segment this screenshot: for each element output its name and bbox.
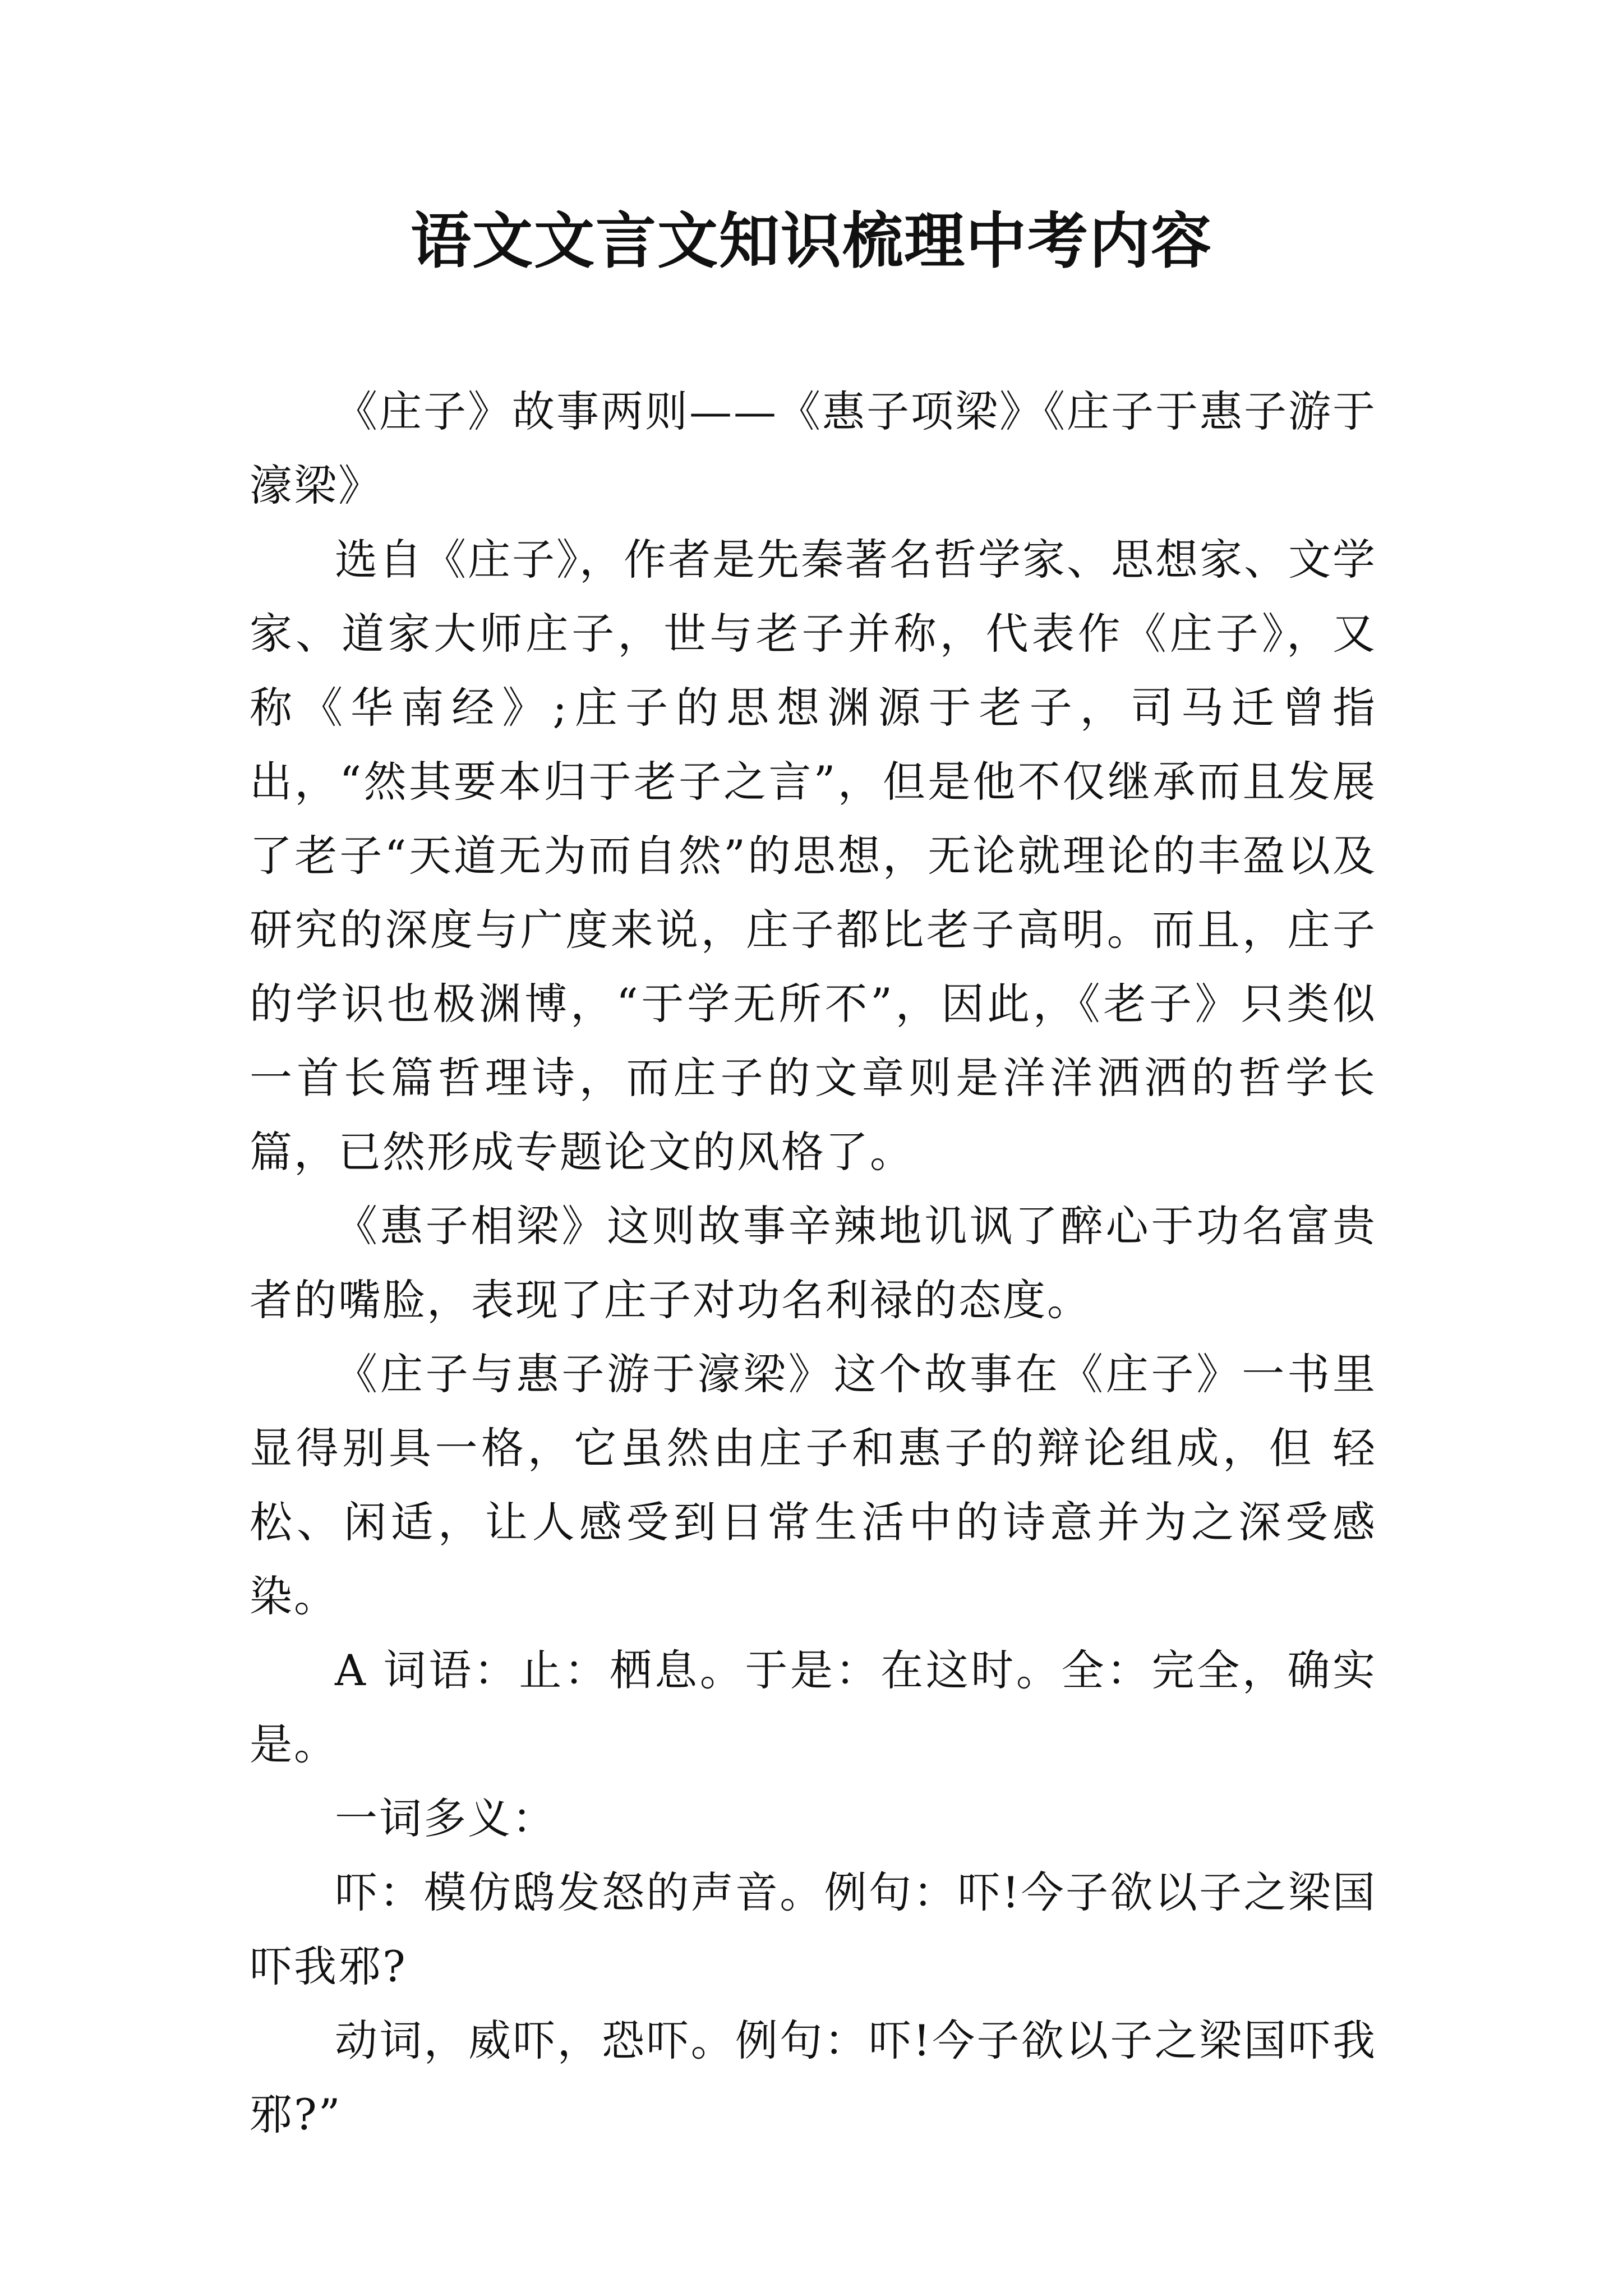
paragraph-heading: 《庄子》故事两则——《惠子项梁》《庄子于惠子游于濠梁》 — [250, 386, 1377, 510]
paragraph-vocabulary: A 词语：止：栖息。于是：在这时。全：完全，确实是。 — [250, 1645, 1377, 1769]
paragraph-haoliang: 《庄子与惠子游于濠梁》这个故事在《庄子》一书里显得别具一格，它虽然由庄子和惠子的辩论组成，但 轻松、闲适，让人感受到日常生活中的诗意并为之深受感染。 — [250, 1349, 1377, 1621]
paragraph-huizi-xiangliang: 《惠子相梁》这则故事辛辣地讥讽了醉心于功名富贵者的嘴脸，表现了庄子对功名利禄的态度。 — [250, 1201, 1377, 1325]
document-body — [250, 375, 1377, 2152]
page-title: 语文文言文知识梳理中考内容 — [410, 206, 1212, 277]
paragraph-polysemy-sense-2: 动词，威吓，恐吓。例句：吓!今子欲以子之梁国吓我邪?” — [250, 2016, 1377, 2139]
paragraph-polysemy-sense-1: 吓：模仿鸱发怒的声音。例句：吓!今子欲以子之梁国吓我邪? — [250, 1867, 1377, 1991]
paragraph-polysemy-heading: 一词多义： — [335, 1793, 556, 1843]
paragraph-author-intro: 选自《庄子》，作者是先秦著名哲学家、思想家、文学家、道家大师庄子，世与老子并称，代表作《庄子》，又称《华南经》;庄子的思想渊源于老子，司马迁曾指出，“然其要本归于老子之言”，但是他不仅继承而且发展了老子“天道无为而自然”的思想，无论就理论的丰盈以及研究的深度与广度来说，庄子都比老子高明。而且，庄子的学识也极渊博，“于学无所不”，因此，《老子》只类似一首长篇哲理诗，而庄子的文章则是洋洋洒洒的哲学长篇，已然形成专题论文的风格了。 — [250, 535, 1377, 1177]
